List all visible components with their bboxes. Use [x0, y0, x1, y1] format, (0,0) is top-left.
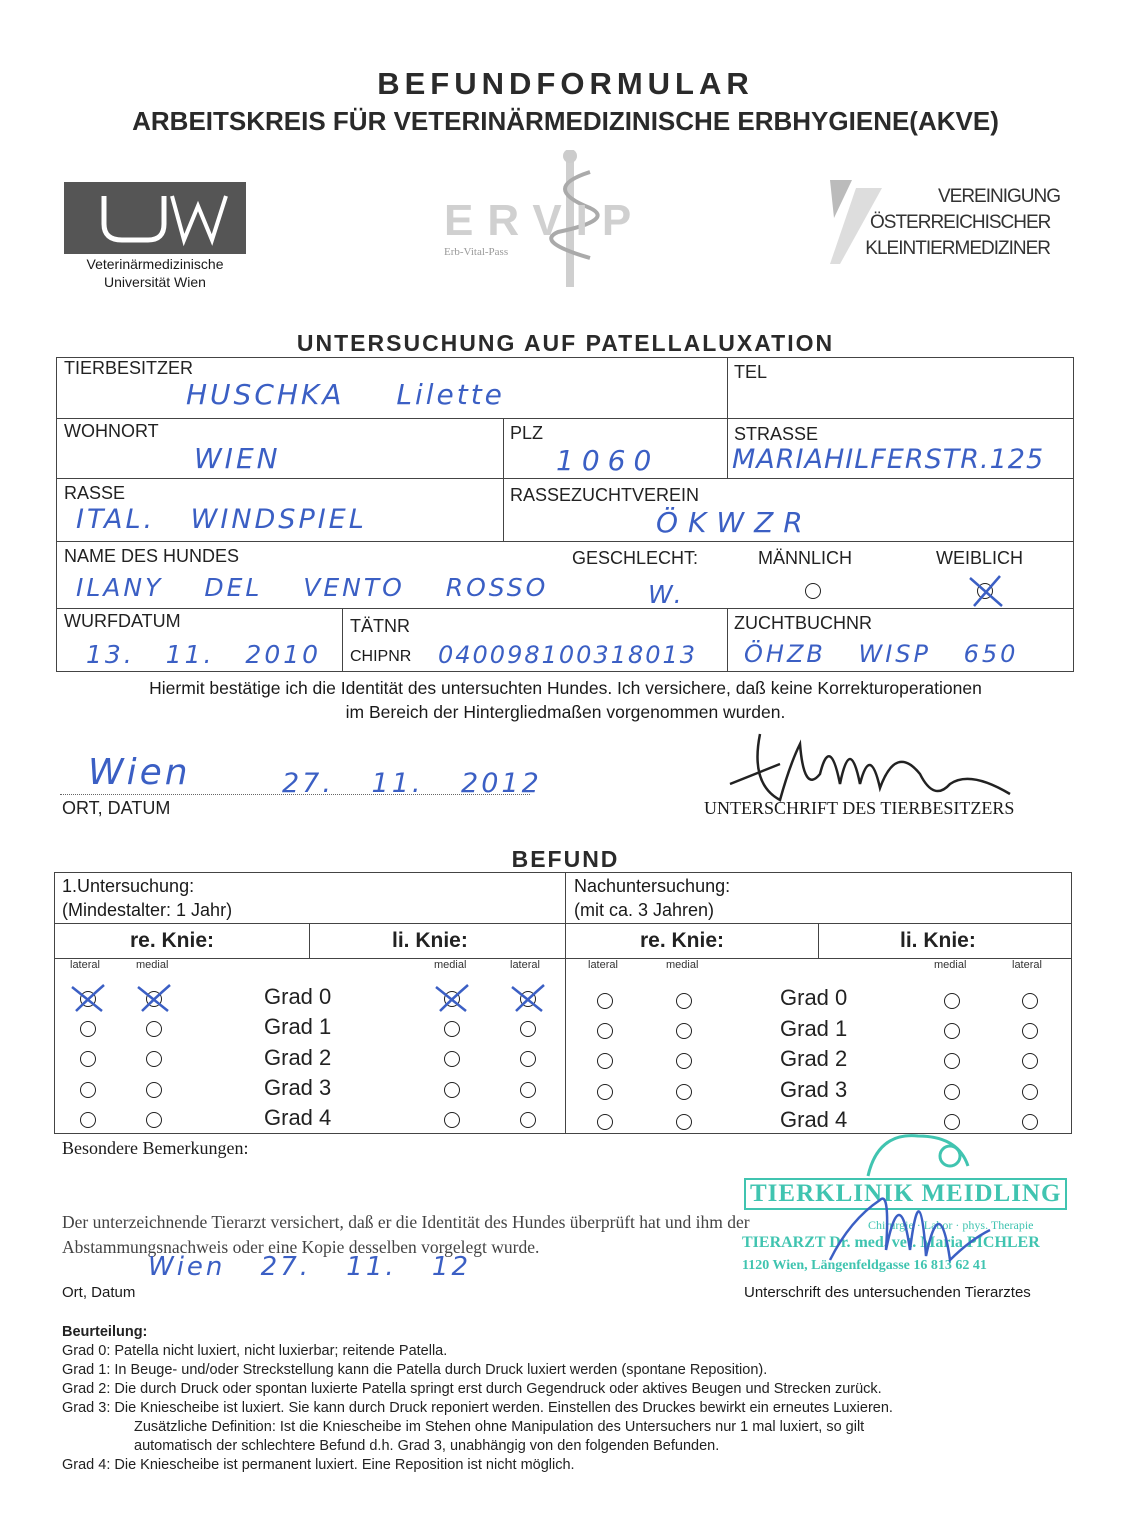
- follow-li-lateral-grade1-radio[interactable]: [1022, 1023, 1038, 1039]
- first-re-medial-grade4-radio[interactable]: [146, 1112, 162, 1128]
- follow-li-lateral-label: lateral: [1012, 959, 1042, 971]
- hundename-label: NAME DES HUNDES: [64, 546, 240, 566]
- follow-re-lateral-grade3-radio[interactable]: [597, 1084, 613, 1100]
- tierbesitzer-label: TIERBESITZER: [64, 358, 194, 378]
- wurfdatum-label: WURFDATUM: [64, 611, 181, 631]
- chipnr-value[interactable]: 040098100318013: [438, 641, 698, 669]
- stamp-line1: TIERKLINIK MEIDLING: [744, 1178, 1067, 1210]
- hundename-value[interactable]: ILANY DEL VENTO ROSSO: [76, 573, 549, 602]
- first-li-lateral-label: lateral: [510, 959, 540, 971]
- first-li-lateral-grade3-radio[interactable]: [520, 1082, 536, 1098]
- follow-re-medial-grade0-radio[interactable]: [676, 993, 692, 1009]
- beurteilung-grad3: Grad 3: Die Kniescheibe ist luxiert. Sie kann durch Druck reponiert werden. Einstellen des Druckes bewirkt ein erneutes Luxieren.: [62, 1400, 893, 1416]
- vetmed-logo: [64, 182, 246, 254]
- follow-grade-0: Grad 0: [780, 985, 848, 1010]
- follow-re-lateral-grade2-radio[interactable]: [597, 1053, 613, 1069]
- owner-ort-handwritten[interactable]: Wien: [88, 752, 191, 793]
- first-re-lateral-grade4-radio[interactable]: [80, 1112, 96, 1128]
- maennlich-label: MÄNNLICH: [758, 548, 853, 568]
- vet-signature: [820, 1160, 1000, 1280]
- remarks-label: Besondere Bemerkungen:: [62, 1138, 249, 1158]
- form-title: BEFUNDFORMULAR: [377, 66, 754, 101]
- follow-li-knie-header: li. Knie:: [900, 929, 976, 952]
- follow-re-medial-grade2-radio[interactable]: [676, 1053, 692, 1069]
- first-grade-4: Grad 4: [264, 1105, 332, 1130]
- befund-title: BEFUND: [511, 846, 620, 872]
- follow-li-medial-grade0-radio[interactable]: [944, 993, 960, 1009]
- vet-signature-label: Unterschrift des untersuchenden Tierarztes: [744, 1284, 1031, 1301]
- follow-re-knie-header: re. Knie:: [640, 929, 725, 952]
- beurteilung-grad0: Grad 0: Patella nicht luxiert, nicht luxierbar; reitende Patella.: [62, 1343, 448, 1359]
- first-grade-1: Grad 1: [264, 1014, 332, 1039]
- tel-label: TEL: [734, 362, 768, 382]
- first-li-medial-grade2-radio[interactable]: [444, 1051, 460, 1067]
- first-re-lateral-grade1-radio[interactable]: [80, 1021, 96, 1037]
- first-li-medial-grade3-radio[interactable]: [444, 1082, 460, 1098]
- follow-li-medial-grade3-radio[interactable]: [944, 1084, 960, 1100]
- follow-re-medial-label: medial: [666, 959, 699, 971]
- follow-grade-2: Grad 2: [780, 1046, 848, 1071]
- rasse-value[interactable]: ITAL. WINDSPIEL: [76, 504, 367, 535]
- rasse-label: RASSE: [64, 483, 126, 503]
- plz-label: PLZ: [510, 423, 544, 443]
- rassezuchtverein-label: RASSEZUCHTVEREIN: [510, 485, 700, 505]
- vet-ort-datum-handwritten[interactable]: Wien 27. 11. 12: [148, 1252, 471, 1282]
- first-re-medial-grade3-radio[interactable]: [146, 1082, 162, 1098]
- taetnr-label: TÄTNR: [350, 616, 410, 636]
- first-re-medial-label: medial: [136, 959, 169, 971]
- wohnort-label: WOHNORT: [64, 421, 159, 441]
- first-li-lateral-grade1-radio[interactable]: [520, 1021, 536, 1037]
- vet-declaration-line1: Der unterzeichnende Tierarzt versichert, daß er die Identität des Hundes überprüft hat und ihm der: [62, 1212, 750, 1232]
- first-re-medial-check-mark-icon: [134, 981, 174, 1015]
- follow-li-lateral-grade3-radio[interactable]: [1022, 1084, 1038, 1100]
- follow-grade-1: Grad 1: [780, 1016, 848, 1041]
- first-re-medial-grade2-radio[interactable]: [146, 1051, 162, 1067]
- geschlecht-value[interactable]: W.: [648, 580, 685, 609]
- stamp-line2: Chirurgie · Labor · phys. Therapie: [868, 1218, 1034, 1232]
- vetmed-name-line1: Veterinärmedizinische: [86, 256, 224, 272]
- form-subtitle: ARBEITSKREIS FÜR VETERINÄRMEDIZINISCHE ERBHYGIENE(AKVE): [132, 106, 999, 136]
- wurfdatum-value[interactable]: 13. 11. 2010: [86, 640, 322, 669]
- follow-exam-age: (mit ca. 3 Jahren): [574, 900, 715, 920]
- first-grade-3: Grad 3: [264, 1075, 332, 1100]
- beurteilung-grad2: Grad 2: Die durch Druck oder spontan luxierte Patella springt erst durch Gegendruck oder aktives Beugen und Strecken zurück.: [62, 1381, 882, 1397]
- follow-re-medial-grade4-radio[interactable]: [676, 1114, 692, 1130]
- weiblich-check-mark-icon: [966, 574, 1006, 610]
- first-re-knie-header: re. Knie:: [130, 929, 215, 952]
- first-li-lateral-grade4-radio[interactable]: [520, 1112, 536, 1128]
- first-grade-2: Grad 2: [264, 1045, 332, 1070]
- plz-value[interactable]: 1060: [556, 444, 660, 477]
- wohnort-value[interactable]: WIEN: [194, 442, 281, 475]
- beurteilung-grad3-extra2: automatisch der schlechtere Befund d.h. Grad 3, unabhängig von den folgenden Befunden.: [134, 1438, 720, 1454]
- follow-grade-4: Grad 4: [780, 1107, 848, 1132]
- beurteilung-grad4: Grad 4: Die Kniescheibe ist permanent luxiert. Eine Reposition ist nicht möglich.: [62, 1457, 575, 1473]
- first-li-medial-grade4-radio[interactable]: [444, 1112, 460, 1128]
- stamp-line3: TIERARZT Dr. med. vet. Maria PICHLER: [742, 1234, 1040, 1251]
- first-grade-0: Grad 0: [264, 984, 332, 1009]
- strasse-value[interactable]: MARIAHILFERSTR.125: [732, 444, 1045, 475]
- rassezuchtverein-value[interactable]: ÖKWZR: [656, 506, 813, 539]
- zuchtbuchnr-label: ZUCHTBUCHNR: [734, 613, 872, 633]
- section-title: UNTERSUCHUNG AUF PATELLALUXATION: [296, 330, 835, 356]
- follow-li-medial-grade2-radio[interactable]: [944, 1053, 960, 1069]
- owner-datum-handwritten[interactable]: 27. 11. 2012: [282, 768, 542, 799]
- vetmed-logo-icon: [64, 182, 246, 254]
- first-li-medial-grade1-radio[interactable]: [444, 1021, 460, 1037]
- first-exam-age: (Mindestalter: 1 Jahr): [62, 900, 233, 920]
- follow-li-medial-grade1-radio[interactable]: [944, 1023, 960, 1039]
- follow-grade-3: Grad 3: [780, 1077, 848, 1102]
- first-li-medial-label: medial: [434, 959, 467, 971]
- first-exam-label: 1.Untersuchung:: [62, 876, 195, 896]
- tierbesitzer-value[interactable]: HUSCHKA Lilette: [186, 378, 505, 411]
- follow-re-lateral-grade4-radio[interactable]: [597, 1114, 613, 1130]
- first-li-lateral-grade2-radio[interactable]: [520, 1051, 536, 1067]
- beurteilung-grad1: Grad 1: In Beuge- und/oder Streckstellung kann die Patella durch Druck luxiert werden (spontane Reposition).: [62, 1362, 768, 1378]
- follow-re-lateral-grade1-radio[interactable]: [597, 1023, 613, 1039]
- weiblich-label: WEIBLICH: [936, 548, 1024, 568]
- vetmed-name-line2: Universität Wien: [104, 274, 206, 290]
- zuchtbuchnr-value[interactable]: ÖHZB WISP 650: [744, 640, 1019, 668]
- follow-li-medial-label: medial: [934, 959, 967, 971]
- owner-ort-datum-line: [60, 794, 530, 795]
- first-re-lateral-check-mark-icon: [68, 981, 108, 1015]
- beurteilung-title: Beurteilung:: [62, 1324, 148, 1340]
- vet-ort-datum-label: Ort, Datum: [62, 1284, 136, 1301]
- follow-re-medial-grade1-radio[interactable]: [676, 1023, 692, 1039]
- geschlecht-label: GESCHLECHT:: [572, 548, 699, 568]
- vet-declaration-line2: Abstammungsnachweis oder eine Kopie desselben vorgelegt wurde.: [62, 1237, 540, 1257]
- follow-li-lateral-grade2-radio[interactable]: [1022, 1053, 1038, 1069]
- ervip-subtitle: Erb-Vital-Pass: [444, 246, 509, 258]
- voek-line3: KLEINTIERMEDIZINER: [865, 238, 1050, 259]
- first-li-knie-header: li. Knie:: [392, 929, 468, 952]
- follow-re-lateral-grade0-radio[interactable]: [597, 993, 613, 1009]
- first-li-lateral-check-mark-icon: [508, 981, 548, 1015]
- follow-re-lateral-label: lateral: [588, 959, 618, 971]
- ervip-wordmark: ERVIP: [444, 196, 646, 245]
- first-re-lateral-grade3-radio[interactable]: [80, 1082, 96, 1098]
- first-re-lateral-label: lateral: [70, 959, 100, 971]
- stamp-line4: 1120 Wien, Längenfeldgasse 16 813 62 41: [742, 1258, 987, 1273]
- voek-line1: VEREINIGUNG: [937, 186, 1060, 207]
- follow-re-medial-grade3-radio[interactable]: [676, 1084, 692, 1100]
- voek-line2: ÖSTERREICHISCHER: [870, 212, 1051, 233]
- first-re-medial-grade1-radio[interactable]: [146, 1021, 162, 1037]
- confirmation-line2: im Bereich der Hintergliedmaßen vorgenommen wurden.: [345, 702, 786, 722]
- follow-li-lateral-grade0-radio[interactable]: [1022, 993, 1038, 1009]
- owner-signature-label: UNTERSCHRIFT DES TIERBESITZERS: [704, 798, 1015, 818]
- confirmation-line1: Hiermit bestätige ich die Identität des untersuchten Hundes. Ich versichere, daß keine Korrekturoperationen: [149, 678, 982, 698]
- strasse-label: STRASSE: [734, 424, 819, 444]
- first-re-lateral-grade2-radio[interactable]: [80, 1051, 96, 1067]
- first-li-medial-check-mark-icon: [432, 981, 472, 1015]
- owner-ort-datum-label: ORT, DATUM: [62, 798, 171, 818]
- follow-exam-label: Nachuntersuchung:: [574, 876, 731, 896]
- chipnr-label: CHIPNR: [350, 648, 412, 665]
- maennlich-radio[interactable]: [805, 583, 821, 599]
- beurteilung-grad3-extra1: Zusätzliche Definition: Ist die Kniescheibe im Stehen ohne Manipulation des Untersuchers nur 1 mal luxiert, so gilt: [134, 1419, 865, 1435]
